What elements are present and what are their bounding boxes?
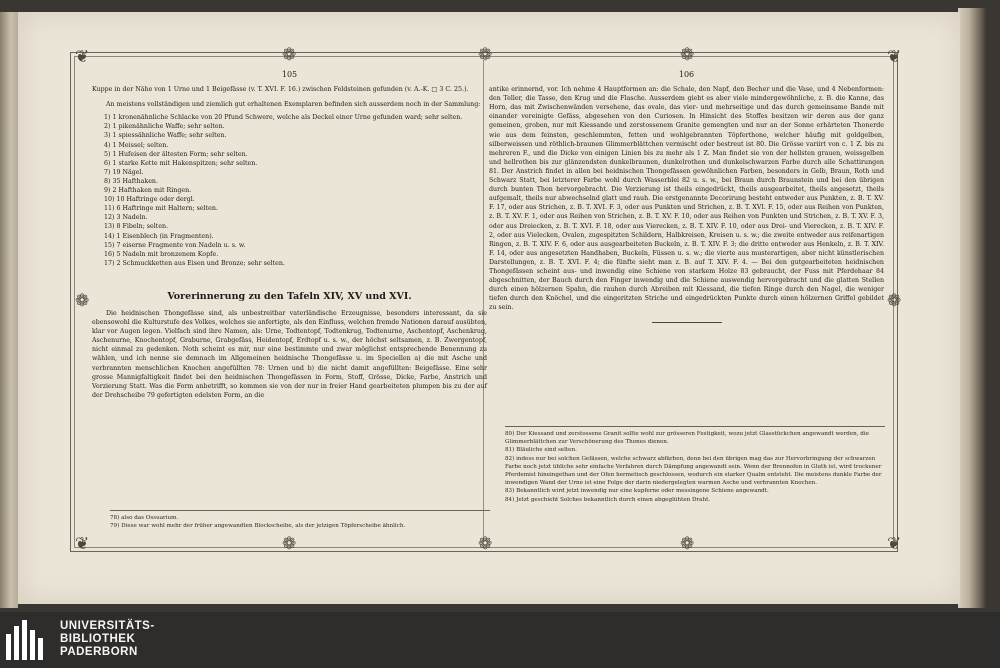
frame-ornament-icon: ❁: [680, 45, 695, 65]
frame-ornament-icon: ❁: [680, 534, 695, 554]
list-item: 7) 19 Nägel.: [104, 168, 144, 176]
list-item: 13) 8 Fibeln; selten.: [104, 223, 169, 231]
footnote: 82) indess nur bei solchen Gefässen, welche schwarz abfärben, denn bei den übrigen mag das zur Hervorbringung der schwarzen Farbe noch jetzt übliche sehr einfache Verfahren durch Dämpfung angewandt sein. Wenn der Brennofen in Gluth ist, wird trockener Pferdemist hineingethan und der Ofen hermetisch geschlossen, wodurch ein starker Qualm entsteht. Die meistens dunkle Farbe der inwendigen Wand der Urne ist eine Folge der darin niedergelegten warmen Asche und verbrannten Knochen.: [505, 455, 882, 487]
logo-line: BIBLIOTHEK: [60, 633, 136, 645]
list-item: 2) 1 pikenähnliche Waffe; sehr selten.: [104, 123, 225, 131]
logo-line: UNIVERSITÄTS-: [60, 620, 155, 632]
list-item: 4) 1 Meissel; selten.: [104, 141, 169, 149]
collection-list: [92, 113, 487, 268]
side-ornament-icon: ❁: [887, 291, 902, 311]
footnote-rule: [110, 510, 490, 511]
book-edge-right: [958, 8, 986, 608]
collection-intro: An meistens vollständigen und ziemlich gut erhaltenen Exemplaren befinden sich ausserdem noch in der Sammlung:: [106, 101, 481, 109]
frame-ornament-icon: ❁: [282, 534, 297, 554]
list-item: 5) 1 Hufeisen der ältesten Form; sehr selten.: [104, 150, 248, 158]
logo-line: PADERBORN: [60, 646, 138, 658]
frame-ornament-icon: ❁: [478, 45, 493, 65]
body-text: antike erinnernd, vor. Ich nehme 4 Hauptformen an: die Schale, den Napf, den Becher und die Vase, und 4 Nebenformen: den Teller, die Tasse, den Krug und die Flasche. Ausserdem giebt es aber viele mindergewöhnliche, z. B. die Kanne, das Horn, das mit Zwischenwänden versehene, das ovale, das vier- und mehrseitige und das durch gemeinsame Bande mit einander vereinigte Gefäss, abgesehen von den Curiosen. In Hinsicht des Stoffes besitzen wir deren aus der ganz gemeinen, groben, nur mit Kiessande und zerstossenem Granite gemengten und nur an der Sonne erhärteten Thonerde wie aus dem feinsten, geschlemmten, fetten und wohlgebrannten Töpferthone, welcher häufig mit goldgelben, silberweissen und röthlich-braunen Glimmerblättchen vermischt oder bestreut ist 80. Die Grösse variirt von c. 1 Z. bis zu mehreren F., und die Dicke von einigen Linien bis zu mehr als 1 Z. Man findet sie von der hellsten grauen, weissgelben und hellrothen bis zur glänzendsten dunkelbraunen, dunkelrothen und dunkelschwarzen Farbe durch alle Schattirungen 81. Der Anstrich findet in allen bei heidnischen Thongefässen gewöhnlichen Farben, besonders in Gelb, Braun, Roth und Schwarz Statt, bei letzterer Farbe wohl durch Wasserblei 82 u. s. w., bei Braun durch Braunstein und bei den übrigen durch bunten Thon hervorgebracht. Die Verzierung ist theils eingedrückt, theils ausgearbeitet, theils angesetzt, theils aufgemalt, theils nur abwechselnd glatt und rauh. Die erstgenannte Decorirung besteht entweder aus Punkten, z. B. T. XV. F. 17, oder aus Strichen, z. B. T. XVI. F. 3, oder aus Punkten und Strichen, z. B. T. XVI. F. 15, oder aus Reihen von Punkten, z. B. T. XV. F. 1, oder aus Reihen von Strichen, z. B. T. XV. F. 10, oder aus Reihen von Punkten und Strichen, z. B. T. XV. F. 3, oder aus Dreiecken, z. B. T. XVI. F. 18, oder aus Vierecken, z. B. T. XIV. F. 10, oder aus Drei- und Vierecken, z. B. T. XIV. F. 2, oder aus Vielecken, Ovalen, zugespitzten Schildern, Halbkreisen, Kreisen u. s. w.; die zweite entweder aus reifenartigen Ringen, z. B. T. XIV. F. 6, oder aus ausgearbeiteten Buckeln, z. B. T. XIV. F. 3; die dritte entweder aus Henkeln, z. B. T. XIV. F. 14, oder aus angesetzten Handhaben, Buckeln, Füssen u. s. w.; die vierte aus musterartigen, aber nicht künstlerischen Darstellungen, z. B. T. XVI. F. 4; die fünfte sieht man z. B. auf T. XIV. F. 4. — Bei den gutgearbeiteten heidnischen Thongefässen scheint aus- und inwendig eine Schiene von starkem Holze 83 gebraucht, der Fuss mit Pferdehaar 84 abgeschnitten, der Bauch durch den Finger inwendig und die Schiene auswendig hervorgebracht und die glatten Stellen durch einen hölzernen Spahn, die rauhen durch Abreiben mit Kiessand, die tiefen Ringe durch den Nagel, die weniger tiefen durch den Knöchel, und die eingeritzten Striche und eingedrückten Punkte durch einen hölzernen Griffel gebildet zu sein.: [489, 86, 884, 312]
list-item: 9) 2 Hafthaken mit Ringen.: [104, 187, 192, 195]
list-item: 3) 1 spiessähnliche Waffe; sehr selten.: [104, 132, 227, 140]
corner-ornament-icon: ❦: [887, 47, 902, 67]
footnotes-right: [505, 430, 885, 504]
footnote: 78) also das Ossuarium.: [110, 515, 179, 521]
footnote-rule: [505, 426, 885, 427]
page-number: 105: [281, 70, 298, 79]
list-item: 16) 5 Nadeln mit bronzenem Kopfe.: [104, 250, 219, 258]
section-heading: Vorerinnerung zu den Tafeln XIV, XV und XVI.: [167, 290, 412, 302]
footnote: 80) Der Kiessand und zerstossene Granit sollte wohl zur grösseren Festigkeit, wozu jetzt Glasstückchen angewandt werden, die Glimmerblättchen zur Verschönerung des Thones dienen.: [505, 431, 869, 446]
footnotes-left: [110, 514, 490, 530]
left-page: [92, 70, 487, 400]
list-item: 15) 7 eiserne Fragmente von Nadeln u. s. w.: [104, 241, 246, 249]
list-item: 17) 2 Schmuckketten aus Eisen und Bronze; sehr selten.: [104, 259, 285, 267]
list-item: 11) 6 Haftringe mit Haltern; selten.: [104, 205, 218, 213]
section-rule: [652, 322, 722, 323]
list-item: 1) 1 kronenähnliche Schlacke von 20 Pfund Schwere, welche als Deckel einer Urne gefunden ward; sehr selten.: [104, 114, 463, 122]
book-edge-left: [0, 12, 18, 608]
frame-ornament-icon: ❁: [478, 534, 493, 554]
corner-ornament-icon: ❦: [75, 47, 90, 67]
intro-text: Kuppe in der Nähe von 1 Urne und 1 Beigefässe (v. T. XVI. F. 16.) zwischen Feldsteinen gefunden (v. A.-K. □ 3 C. 25.).: [92, 86, 469, 94]
library-logo-text: [60, 620, 155, 659]
footnote: 83) Bekanntlich wird jetzt inwendig nur eine kupferne oder messingene Schiene angewandt.: [505, 488, 769, 495]
side-ornament-icon: ❁: [75, 291, 90, 311]
corner-ornament-icon: ❦: [75, 534, 90, 554]
list-item: 10) 10 Haftringe oder dergl.: [104, 196, 195, 204]
list-item: 14) 1 Eisenblech (in Fragmenten).: [104, 232, 214, 240]
page-number: 106: [678, 70, 695, 79]
body-text: Die heidnischen Thongefässe sind, als unbestreitbar vaterländische Erzeugnisse, besonders interessant, da sie ebensowohl die Kulturstufe des Volkes, welches sie anfertigte, als den Einfluss, welchen fremde Nationen darauf ausübten, klar vor Augen legen. Vielfach sind ihre Namen, als: Urne, Todtentopf, Todtenkrug, Todtenurne, Aschentopf, Aschenkrug, Aschenurne, Knochentopf, Graburne, Grabgefäss, Heidentopf, Erdtopf u. s. w., der höchst seltsamen, z. B. Zwergentopf, nicht einmal zu gedenken. Noth scheint es mir, nur eine bestimmte und zwar möglichst entsprechende Benennung zu wählen, und ich nenne sie demnach im Allgemeinen heidnische Thongefässe u. im Speciellen a) die mit Asche und verbrannten menschlichen Knochen angefüllten 78: Urnen und b) die nicht damit angefüllten: Beigefässe. Eine sehr grosse Mannigfaltigkeit findet bei den heidnischen Thongefässen in Form, Stoff, Grösse, Dicke, Farbe, Anstrich und Verzierung Statt. Was die Form anbetrifft, so kommen sie von der nur in freier Hand gearbeiteten plumpen bis zu der auf der Drehscheibe 79 gefertigten edelsten Form, an die: [92, 309, 487, 399]
footnote: 84) Jetzt geschieht Solches bekanntlich durch einen abgeglühten Draht.: [505, 496, 711, 503]
list-item: 12) 3 Nadeln.: [104, 214, 148, 222]
footnote: 79) Diese war wohl mehr der früher angewandten Blockscheibe, als der jetzigen Töpferscheibe ähnlich.: [110, 523, 406, 530]
right-page: [489, 70, 884, 333]
library-logo-icon: [0, 620, 50, 664]
frame-ornament-icon: ❁: [282, 45, 297, 65]
corner-ornament-icon: ❦: [887, 534, 902, 554]
list-item: 6) 1 starke Kette mit Hakenspitzen; sehr selten.: [104, 159, 258, 167]
footnote: 81) Bläuliche sind selten.: [505, 447, 577, 454]
list-item: 8) 35 Hafthaken.: [104, 177, 158, 185]
